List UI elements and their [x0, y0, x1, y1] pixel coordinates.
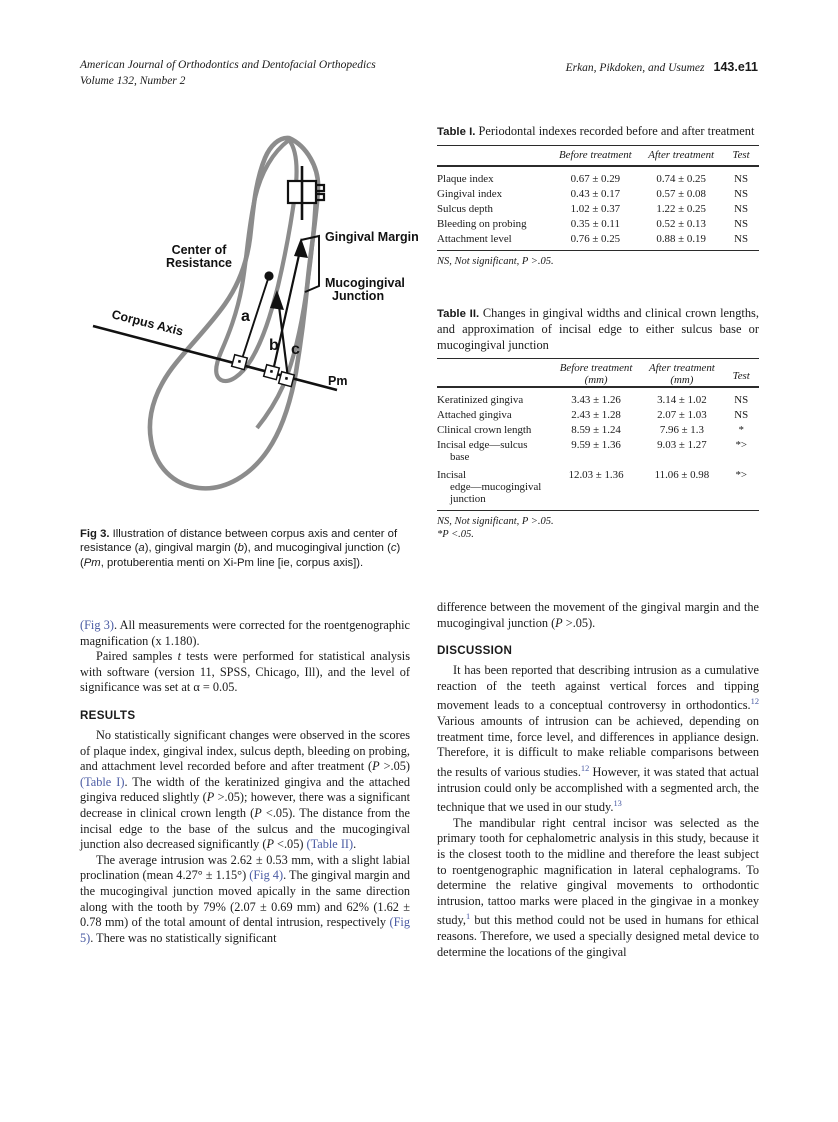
label-mucogingival-junction-line2: Junction: [332, 289, 385, 303]
label-center-of-resistance-line2: Resistance: [165, 256, 233, 270]
table-1-r2-c3: NS: [734, 202, 749, 215]
table-2-r1-label: Attached gingiva: [437, 409, 512, 421]
table-1-r1-c2: 0.57 ± 0.08: [656, 188, 706, 201]
link-fig-5[interactable]: (Fig 5): [80, 915, 410, 945]
table-1-r0-c1: 0.67 ± 0.29: [570, 173, 621, 186]
table-2-r2-label: Clinical crown length: [437, 423, 532, 436]
intrusion-c: . There was no statistically significant: [90, 930, 277, 945]
table-row: [437, 422, 759, 437]
table-1-r3-c2: 0.52 ± 0.13: [656, 217, 706, 230]
table-2-r4-label-cell: [437, 464, 552, 510]
stat-t-symbol: t: [177, 649, 181, 664]
reference-link-12b[interactable]: 12: [580, 763, 590, 773]
paragraph-statistics: [80, 649, 410, 696]
table-1-col-0: [437, 146, 552, 167]
journal-name: American Journal of Orthodontics and Dentofacial Orthopedics: [80, 59, 376, 71]
table-2-r2-before: 8.59 ± 1.24: [571, 423, 621, 436]
p-symbol-2: P: [206, 790, 215, 805]
reference-link-13[interactable]: 13: [613, 799, 622, 809]
table-2-r0-after: 3.14 ± 1.02: [657, 394, 707, 407]
table-2-footnote-0: NS, Not significant, P >.05.: [437, 515, 554, 527]
table-1-r3-c3: NS: [734, 217, 749, 230]
table-2-r4-after: 11.06 ± 0.98: [654, 468, 710, 481]
paragraph-results-1: [80, 728, 410, 853]
table-2-r3-label2: base: [450, 450, 470, 463]
discussion-e: but this method could not be used in humans for ethical reasons. Therefore, we used a specially designed metal device to determine the locations of the gingival: [437, 913, 759, 959]
table-1-footnote-0: NS, Not significant, P >.05.: [437, 255, 554, 267]
running-head: [80, 58, 758, 92]
table-1-r0-c2: 0.74 ± 0.25: [656, 173, 706, 186]
center-of-resistance-point: [264, 271, 273, 280]
link-table-1[interactable]: (Table I): [80, 774, 125, 789]
results-g: .: [353, 837, 357, 852]
link-table-2[interactable]: (Table II): [306, 837, 354, 852]
heading-discussion: DISCUSSION: [437, 644, 513, 658]
table-row: [437, 166, 759, 186]
figure-3: [75, 128, 420, 518]
paragraph-discussion-1: [437, 663, 759, 816]
table-2-header-row: [437, 359, 759, 388]
figure-3-caption: [80, 527, 410, 570]
table-1-r2-c2: 1.22 ± 0.25: [656, 202, 706, 215]
table-2-r4-label3: junction: [450, 492, 486, 505]
table-2-label: Table II.: [437, 308, 480, 320]
table-1-footnotes: [437, 251, 759, 268]
figure-3-caption-label: Fig 3.: [80, 528, 110, 540]
table-2-col-1-title: Before treatment: [559, 362, 633, 375]
table-2-r3-test: *>: [735, 438, 748, 451]
paragraph-difference: [437, 600, 759, 631]
table-1-r0-c3: NS: [734, 173, 749, 186]
p-symbol-5: P: [555, 615, 563, 630]
discussion-c: However, it was stated that actual intrusion could only be accomplished with a segmented arch, the technique that we used in our study.: [437, 764, 760, 815]
right-column-body: [437, 600, 759, 960]
table-2-col-2: [640, 359, 723, 388]
table-2-r0-before: 3.43 ± 1.26: [571, 394, 621, 407]
page-number: 143.e11: [713, 60, 758, 74]
table-2-r3-label-cell: [437, 437, 552, 464]
table-2-col-1: [552, 359, 640, 388]
journal-volume: Volume 132, Number 2: [80, 74, 186, 87]
table-2-r1-after: 2.07 ± 1.03: [657, 409, 707, 421]
table-2-r1-test: NS: [734, 409, 749, 421]
p-symbol-4: P: [266, 837, 274, 852]
stat-text-a: Paired samples: [96, 649, 178, 664]
table-2-r2-test: *: [738, 423, 744, 436]
table-1-r4-c2: 0.88 ± 0.19: [656, 232, 706, 245]
figure-3-caption-text: Illustration of distance between corpus axis and center of resistance (a), gingival margin (b), and mucogingival junction (c) (Pm, protuberentia menti on Xi-Pm line [ie, corpus axis]).: [80, 528, 401, 569]
table-2-r0-test: NS: [734, 394, 749, 407]
difference-a: difference between the movement of the gingival margin and the mucogingival junction (: [437, 600, 759, 630]
table-1-col-2: After treatment: [648, 149, 715, 162]
table-row: [437, 216, 759, 231]
table-1-r3-c0: Bleeding on probing: [437, 217, 527, 230]
label-distance-a: a: [241, 308, 250, 325]
label-distance-c: c: [291, 341, 300, 358]
journal-title-block: [80, 58, 500, 89]
table-2-footnote-1: *P <.05.: [437, 529, 474, 541]
table-2-r1-before: 2.43 ± 1.28: [571, 409, 621, 421]
table-row: [437, 408, 759, 423]
table-2-footnotes: [437, 511, 759, 542]
table-2-col-2-unit: (mm): [670, 374, 694, 387]
results-c: . The width of the keratinized gingiva and the attached gingiva reduced slightly (: [80, 774, 410, 805]
table-1-r2-c0: Sulcus depth: [437, 202, 493, 215]
table-1-header-row: [437, 146, 759, 167]
table-1-col-1: Before treatment: [559, 149, 632, 162]
results-a: No statistically significant changes were observed in the scores of plaque index, gingival index, sulcus depth, bleeding on probing, and attachment level recorded before and after treatment (: [80, 727, 410, 774]
table-2-col-2-title: After treatment: [648, 362, 715, 375]
table-2-r0-label: Keratinized gingiva: [437, 394, 524, 407]
discussion-b: Various amounts of intrusion can be achieved, depending on treatment time, force level, and differences in appliance design. Therefore, it is difficult to make reliable comparisons between the results of various studies.: [437, 714, 759, 779]
table-1-label: Table I.: [437, 126, 476, 138]
table-1-r2-c1: 1.02 ± 0.37: [570, 202, 621, 215]
table-1-r1-c0: Gingival index: [437, 188, 503, 201]
table-2-r4-test: *>: [735, 468, 748, 481]
results-f: <.05): [273, 837, 307, 852]
reference-link-1[interactable]: 1: [465, 912, 471, 922]
table-row: [437, 202, 759, 217]
table-2-col-0: [437, 359, 552, 388]
table-2-caption: [437, 306, 759, 353]
results-d: >.05); however, there was a significant decrease in clinical crown length (: [80, 790, 411, 820]
table-1-r0-c0: Plaque index: [437, 173, 494, 186]
label-distance-b: b: [269, 337, 279, 354]
link-fig-4[interactable]: (Fig 4): [249, 868, 284, 883]
link-fig-3[interactable]: (Fig 3): [80, 618, 114, 632]
table-1-caption-text: Periodontal indexes recorded before and after treatment: [475, 124, 755, 138]
stat-text-b: tests were performed for statistical analysis with software (version 11, SPSS, Chicago, Ill), and the level of significance was set at α = 0.05.: [80, 649, 410, 695]
label-mucogingival-junction-line1: Mucogingival: [325, 276, 405, 290]
left-column-body: [80, 618, 410, 946]
figure-3-illustration: [75, 128, 420, 518]
intrusion-b: . The gingival margin and the mucogingival junction moved apically in the same direction along with the tooth by 79% (2.07 ± 0.69 mm) and 62% (1.62 ± 0.78 mm) of the total amount of dental intrusion, respectively: [80, 868, 410, 930]
table-2-r4-label: Incisal: [437, 468, 467, 481]
paragraph-results-2: [80, 853, 410, 947]
p-symbol-1: P: [372, 759, 380, 774]
heading-results: RESULTS: [80, 708, 136, 722]
results-e: <.05). The distance from the incisal edge to the base of the sulcus and the mucogingival junction also decreased significantly (: [80, 805, 410, 852]
table-2-r3-after: 9.03 ± 1.27: [657, 438, 707, 451]
paragraph-fig3-rest: . All measurements were corrected for the roentgenographic magnification (x 1.180).: [80, 618, 410, 648]
table-row: [437, 231, 759, 249]
table-1-grid: [437, 145, 759, 249]
discussion-a: It has been reported that describing intrusion as a cumulative reaction of the teeth against vertical forces and tipping movement leads to a conceptual controversy in orthodontics.: [437, 663, 759, 713]
table-row: [437, 437, 759, 464]
results-b: >.05): [379, 759, 410, 774]
label-center-of-resistance-line1: Center of: [171, 243, 227, 257]
table-2-col-1-unit: (mm): [584, 374, 608, 387]
table-1-r4-c3: NS: [734, 232, 749, 245]
label-gingival-margin: Gingival Margin: [325, 230, 419, 244]
measure-c-arrowhead: [270, 290, 284, 310]
measure-b-arrowhead: [294, 238, 308, 258]
table-1-r4-c1: 0.76 ± 0.25: [570, 232, 621, 245]
table-2-col-3: Test: [732, 370, 750, 383]
table-1-r1-c3: NS: [734, 188, 749, 201]
paragraph-fig3-measurements: [80, 618, 410, 649]
running-head-right: [566, 58, 758, 76]
table-row: [437, 187, 759, 202]
table-1-r1-c1: 0.43 ± 0.17: [570, 188, 621, 201]
label-pm: Pm: [328, 374, 348, 388]
table-2: [437, 306, 759, 542]
intrusion-a: The average intrusion was 2.62 ± 0.53 mm, with a slight labial proclination (mean 4.27° ± 1.15°): [80, 852, 410, 883]
label-corpus-axis: Corpus Axis: [110, 307, 185, 339]
table-1-r4-c0: Attachment level: [437, 232, 512, 245]
p-symbol-3: P: [254, 805, 262, 820]
discussion-d: The mandibular right central incisor was selected as the primary tooth for cephalometric analysis in this study, because it is the closest tooth to the midline and therefore the least subject to roentgenographic magnification in lateral cephalograms. To determine the relative gingival movements to orthodontic intrusion, tattoo marks were placed in the gingivae in a monkey study,: [437, 815, 759, 928]
table-1-r3-c1: 0.35 ± 0.11: [570, 217, 620, 230]
reference-link-12a[interactable]: 12: [750, 697, 759, 707]
table-2-r3-before: 9.59 ± 1.36: [571, 438, 621, 451]
table-2-caption-text: Changes in gingival widths and clinical crown lengths, and approximation of incisal edge to either sulcus base or mucogingival junction: [437, 306, 759, 352]
paragraph-discussion-2: [437, 816, 759, 960]
table-2-r4-label2: edge—mucogingival: [450, 480, 542, 493]
difference-b: >.05).: [562, 615, 596, 630]
table-row: [437, 464, 759, 510]
table-2-r2-after: 7.96 ± 1.3: [659, 423, 704, 436]
table-2-r3-label: Incisal edge—sulcus: [437, 438, 528, 451]
table-2-r4-before: 12.03 ± 1.36: [568, 468, 624, 481]
table-1-col-3: Test: [732, 149, 750, 162]
table-row: [437, 387, 759, 407]
table-2-grid: [437, 358, 759, 510]
table-1: [437, 124, 759, 268]
author-list: Erkan, Pikdoken, and Usumez: [565, 62, 705, 74]
table-1-caption: [437, 124, 759, 140]
